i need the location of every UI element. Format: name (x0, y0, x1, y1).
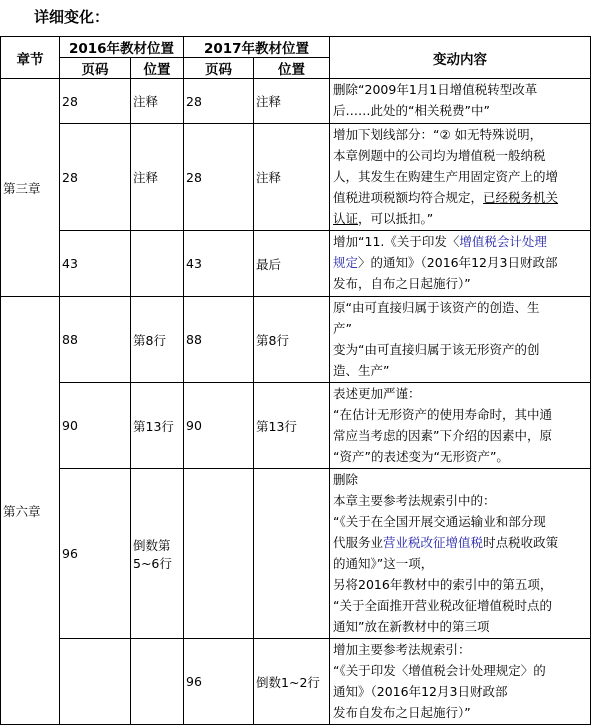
header-page-2017: 页码 (184, 58, 254, 79)
page-2017: 90 (184, 383, 254, 469)
position-2017 (254, 469, 330, 639)
change-content: 删除“2009年1月1日增值税转型改革 后……此处的“相关税费”中” (330, 79, 591, 124)
header-page-2016: 页码 (60, 58, 131, 79)
chapter-cell: 第六章 (1, 297, 60, 725)
page-2016: 28 (60, 124, 131, 231)
header-change: 变动内容 (330, 37, 591, 79)
change-content: 增加“11.《关于印发〈增值税会计处理 规定〉的通知》（2016年12月3日财政部 发布，自布之日起施行）” (330, 231, 591, 297)
position-2016 (131, 639, 184, 725)
table-row (1, 231, 591, 297)
change-content: 原“由可直接归属于该资产的创造、生 产” 变为“由可直接归属于该无形资产的创 造、生产” (330, 297, 591, 383)
page-2016: 28 (60, 79, 131, 124)
change-content: 增加下划线部分：“② 如无特殊说明， 本章例题中的公司均为增值税一般纳税 人，其发生在购建生产用固定资产上的增 值税进项税额均符合规定，已经税务机关 认证，可以抵扣。” (330, 124, 591, 231)
table-row (1, 79, 591, 124)
page-2017: 28 (184, 124, 254, 231)
change-content: 表述更加严谨： “在估计无形资产的使用寿命时，其中通 常应当考虑的因素”下介绍的因素中，原 “资产”的表述变为“无形资产”。 (330, 383, 591, 469)
link-text: 增值税会计处理 (459, 234, 547, 249)
page-2017: 88 (184, 297, 254, 383)
header-position-2016: 位置 (131, 58, 184, 79)
chapter-cell: 第三章 (1, 79, 60, 297)
link-text: 营业税改征增值税 (383, 535, 484, 550)
header-chapter: 章节 (1, 37, 60, 79)
page-2016: 43 (60, 231, 131, 297)
table-row (1, 297, 591, 383)
page-2017: 28 (184, 79, 254, 124)
page-2016: 88 (60, 297, 131, 383)
position-2017: 注释 (254, 79, 330, 124)
link-text: 规定 (333, 255, 359, 270)
table-row (1, 469, 591, 639)
position-2017: 注释 (254, 124, 330, 231)
table-row (1, 383, 591, 469)
table-row (1, 639, 591, 725)
position-2016: 注释 (131, 124, 184, 231)
header-2017: 2017年教材位置 (184, 37, 330, 58)
changes-table (0, 36, 591, 725)
position-2016: 第13行 (131, 383, 184, 469)
position-2017: 第8行 (254, 297, 330, 383)
underlined-text: 认证 (333, 211, 359, 226)
change-content: 增加主要参考法规索引： “《关于印发〈增值税会计处理规定〉的 通知》（2016年12月3日财政部 发布自发布之日起施行）” (330, 639, 591, 725)
position-2016: 倒数第5~6行 (131, 469, 184, 639)
change-content: 删除 本章主要参考法规索引中的： “《关于在全国开展交通运输业和部分现 代服务业营业税改征增值税时点税收政策 的通知》”这一项， 另将2016年教材中的索引中的第五项， “关于全面推开营业税改征增值税时点的 通知”放在新教材中的第三项 (330, 469, 591, 639)
header-position-2017: 位置 (254, 58, 330, 79)
underlined-text: 已经税务机关 (483, 190, 559, 205)
position-2017: 倒数1~2行 (254, 639, 330, 725)
page-2016: 96 (60, 469, 131, 639)
position-2016: 注释 (131, 79, 184, 124)
page-2017: 96 (184, 639, 254, 725)
position-2016: 第8行 (131, 297, 184, 383)
table-row (1, 124, 591, 231)
page-title: 详细变化： (34, 8, 110, 26)
page-2016: 90 (60, 383, 131, 469)
page-2017: 43 (184, 231, 254, 297)
page-2016 (60, 639, 131, 725)
position-2017: 第13行 (254, 383, 330, 469)
position-2016 (131, 231, 184, 297)
page-2017 (184, 469, 254, 639)
header-2016: 2016年教材位置 (60, 37, 184, 58)
position-2017: 最后 (254, 231, 330, 297)
